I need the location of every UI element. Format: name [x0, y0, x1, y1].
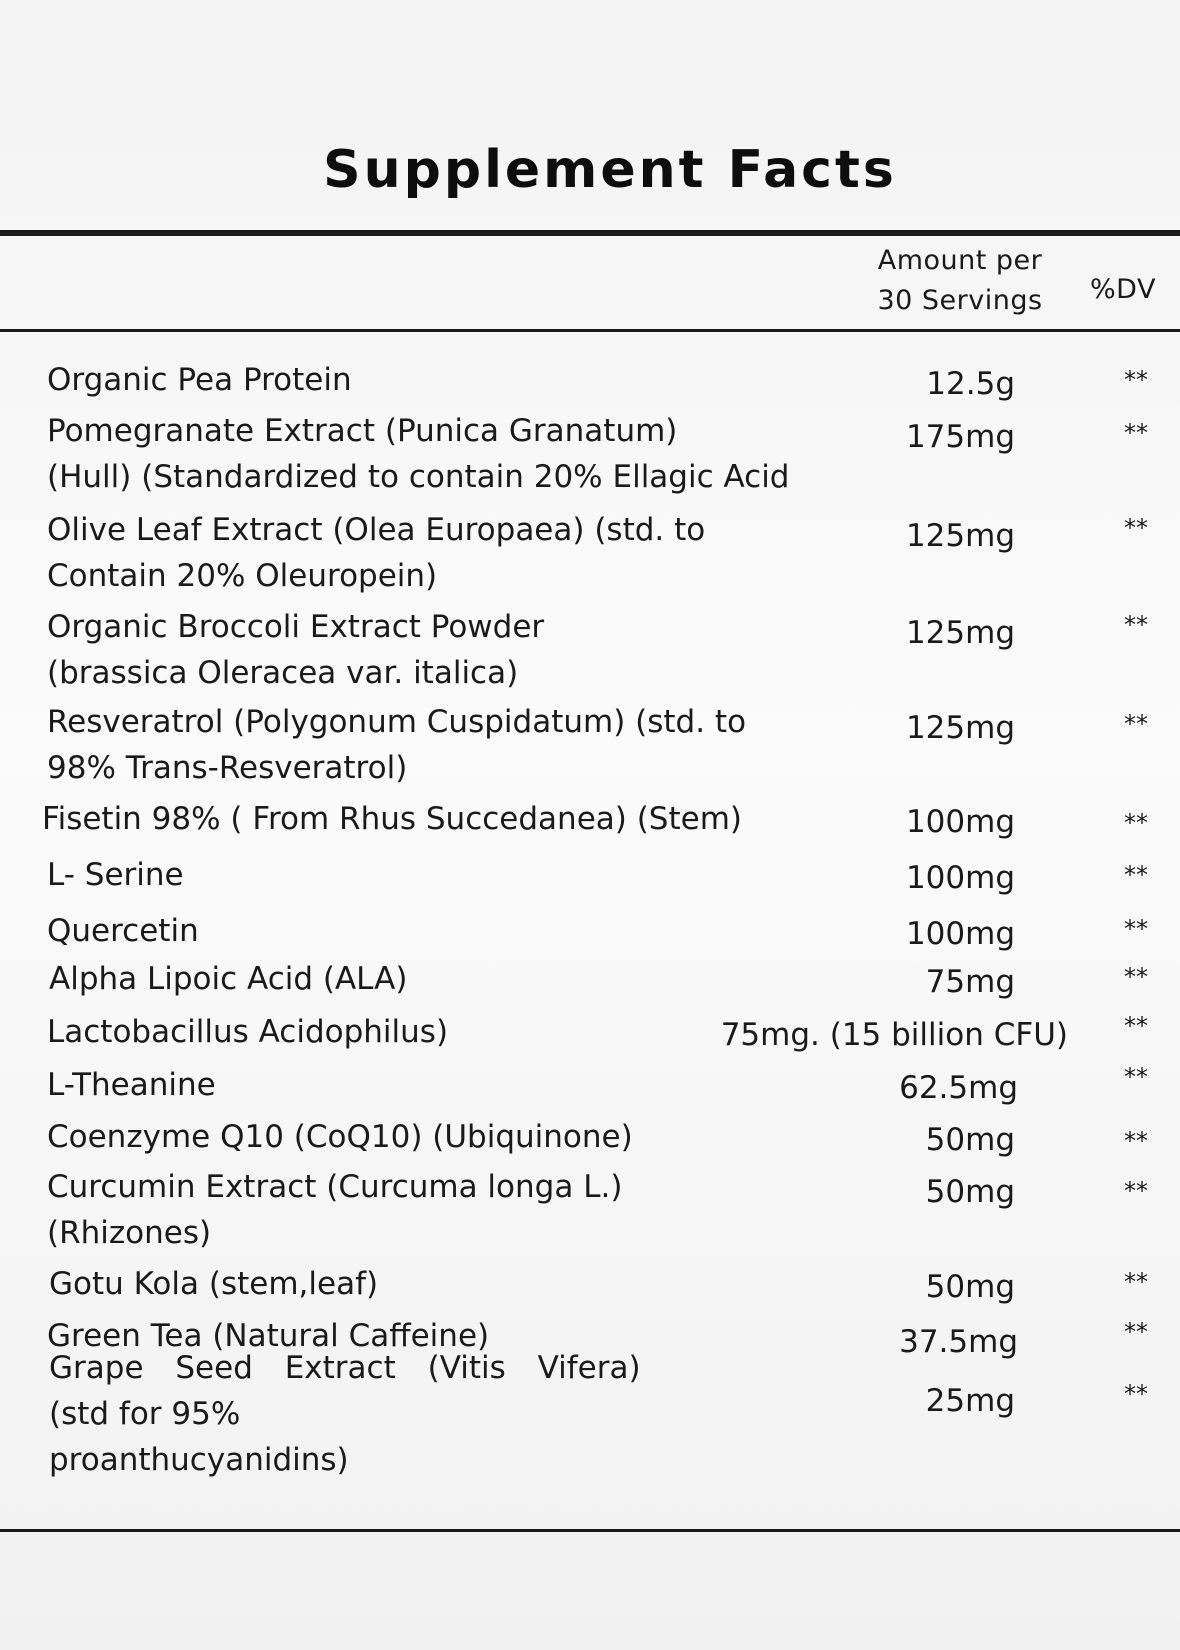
ingredient-amount: 50mg — [925, 1174, 1015, 1210]
ingredient-amount: 12.5g — [926, 366, 1015, 402]
amount-header-line1: Amount per — [877, 245, 1043, 276]
ingredient-name: Green Tea (Natural Caffeine) — [47, 1318, 490, 1354]
ingredient-name: Quercetin — [47, 913, 199, 949]
ingredient-name: L-Theanine — [47, 1067, 216, 1103]
ingredient-name: Lactobacillus Acidophilus) — [47, 1014, 449, 1050]
ingredient-dv: ** — [1124, 366, 1148, 394]
ingredient-name: L- Serine — [47, 857, 184, 893]
ingredient-dv: ** — [1124, 1127, 1148, 1155]
ingredient-amount: 75mg — [925, 964, 1015, 1000]
ingredient-name: Pomegranate Extract (Punica Granatum) — [47, 413, 678, 449]
ingredient-dv: ** — [1124, 611, 1148, 639]
ingredient-amount: 125mg — [905, 615, 1015, 651]
ingredient-amount: 125mg — [905, 518, 1015, 554]
page-title: Supplement Facts — [323, 140, 897, 200]
ingredient-amount: 100mg — [905, 916, 1015, 952]
ingredient-name: Alpha Lipoic Acid (ALA) — [49, 961, 408, 997]
ingredient-name: Organic Broccoli Extract Powder — [47, 609, 545, 645]
ingredient-amount: 50mg — [925, 1122, 1015, 1158]
ingredient-dv: ** — [1124, 861, 1148, 889]
ingredient-dv: ** — [1124, 1268, 1148, 1296]
bottom-divider — [0, 1529, 1180, 1532]
ingredient-name-cont: (Rhizones) — [47, 1215, 212, 1251]
ingredient-amount: 100mg — [905, 860, 1015, 896]
ingredient-dv: ** — [1124, 1063, 1148, 1091]
ingredient-name-cont: Contain 20% Oleuropein) — [47, 558, 438, 594]
ingredient-name: Resveratrol (Polygonum Cuspidatum) (std. to — [47, 704, 747, 740]
ingredient-dv: ** — [1124, 419, 1148, 447]
ingredient-name: Grape Seed Extract (Vitis Vifera) — [49, 1350, 641, 1386]
ingredient-dv: ** — [1124, 1380, 1148, 1408]
ingredient-name-cont: proanthucyanidins) — [49, 1442, 349, 1478]
amount-column-header — [860, 241, 1060, 321]
ingredient-amount: 62.5mg — [899, 1070, 1018, 1106]
ingredient-name: Curcumin Extract (Curcuma longa L.) — [47, 1169, 623, 1205]
ingredient-amount: 100mg — [905, 804, 1015, 840]
ingredient-name-cont: (std for 95% — [49, 1396, 241, 1432]
ingredient-amount: 125mg — [905, 710, 1015, 746]
ingredient-amount: 25mg — [925, 1383, 1015, 1419]
ingredient-dv: ** — [1124, 915, 1148, 943]
ingredient-dv: ** — [1124, 1318, 1148, 1346]
ingredient-dv: ** — [1124, 1012, 1148, 1040]
ingredient-name: Olive Leaf Extract (Olea Europaea) (std. to — [47, 512, 706, 548]
ingredient-name-cont: (brassica Oleracea var. italica) — [47, 655, 519, 691]
ingredient-name: Organic Pea Protein — [47, 362, 352, 398]
ingredient-name: Gotu Kola (stem,leaf) — [49, 1266, 379, 1302]
top-divider — [0, 230, 1180, 236]
ingredient-dv: ** — [1124, 963, 1148, 991]
amount-header-line2: 30 Servings — [877, 285, 1043, 316]
ingredient-name: Coenzyme Q10 (CoQ10) (Ubiquinone) — [47, 1119, 633, 1155]
ingredient-amount: 175mg — [905, 419, 1015, 455]
ingredient-dv: ** — [1124, 710, 1148, 738]
header-divider — [0, 329, 1180, 332]
ingredient-dv: ** — [1124, 809, 1148, 837]
ingredient-amount: 37.5mg — [899, 1324, 1018, 1360]
ingredient-amount: 50mg — [925, 1269, 1015, 1305]
ingredient-name-cont: 98% Trans-Resveratrol) — [47, 750, 408, 786]
ingredient-name: Fisetin 98% ( From Rhus Succedanea) (Stem) — [42, 801, 742, 837]
ingredient-dv: ** — [1124, 1177, 1148, 1205]
ingredient-dv: ** — [1124, 514, 1148, 542]
dv-column-header: %DV — [1090, 274, 1156, 305]
ingredient-name-cont: (Hull) (Standardized to contain 20% Ellagic Acid — [47, 459, 790, 495]
ingredient-amount: 75mg. (15 billion CFU) — [720, 1017, 1068, 1053]
